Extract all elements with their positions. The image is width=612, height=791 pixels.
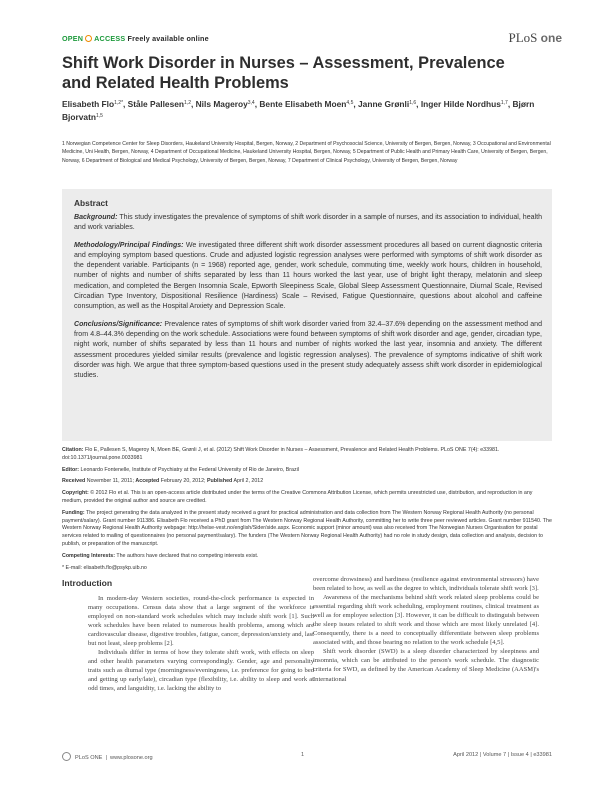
received-date: November 11, 2011; — [85, 478, 136, 485]
accepted-label: Accepted — [135, 478, 160, 485]
abstract-methods — [74, 241, 542, 313]
intro-paragraph: Shift work disorder (SWD) is a sleep disorder characterized by sleepiness and insomnia, which can be attributed to the person's work schedule. The diagnostic criteria for SWD, as defined by the American Academy of Sleep Medicine (AASM)'s International — [313, 648, 539, 683]
journal-header — [62, 32, 562, 52]
freely-available-text: Freely available online — [127, 34, 209, 43]
editor-label: Editor: — [62, 466, 80, 473]
abstract-box — [62, 189, 552, 441]
competing-text: The authors have declared that no competing interests exist. — [114, 552, 259, 559]
one-logo-text: one — [540, 31, 562, 45]
intro-column-right — [313, 575, 539, 684]
funding — [62, 510, 552, 549]
methods-label: Methodology/Principal Findings: — [74, 241, 184, 249]
copyright-text: © 2012 Flo et al. This is an open-access article distributed under the terms of the Creative Commons Attribution License, which permits unrestricted use, distribution, and reproduction in any medium, provided the original author and source are credited. — [62, 490, 533, 504]
page-number: 1 — [301, 752, 305, 758]
background-text: This study investigates the prevalence of symptoms of shift work disorder in a sample of nurses, and its association to individual, health and work variables. — [74, 214, 542, 232]
dates — [62, 478, 552, 486]
plos-mini-logo-icon — [62, 752, 71, 761]
citation-label: Citation: — [62, 447, 84, 453]
published-label: Published — [206, 478, 233, 485]
abstract-heading: Abstract — [74, 198, 108, 208]
footer-journal: PLoS ONE | www.plosone.org — [62, 752, 153, 761]
copyright — [62, 490, 552, 506]
intro-paragraph: Individuals differ in terms of how they tolerate shift work, with effects on sleep and other health parameters varying correspondingly. Gender, age and personality traits such as diurnal type (morningness/eveningness, i.e. preference for going to bed and getting up early/late), circadian type (flexibility, i.e. ability to sleep and work at odd times, and languidity, i.e. lacking the ability to — [88, 649, 314, 693]
competing-interests — [62, 553, 552, 561]
open-lock-icon — [85, 35, 92, 42]
background-label: Background: — [74, 214, 118, 221]
conclusions-text: Prevalence rates of symptoms of shift work disorder varied from 32.4–37.6% depending on the assessment method and from 4.8–44.3% depending on the work schedule. Associations were found between symptoms of shift work disorder and age, gender, circadian type, night work, number of shifts separated by less than 11 hours and number of nights worked the last year, insomnia and anxiety. The different assessment procedures yielded similar results (prevalence and logistic regression analyses). The prevalence of symptoms indicative of shift work disorder was high. We argue that three symptom-based questions used in the present study adequately assess shift work disorder in epidemiological studies. — [74, 320, 542, 380]
published-date: April 2, 2012 — [232, 478, 264, 485]
editor-text: Leonardo Fontenelle, Institute of Psychiatry at the Federal University of Rio de Janeiro, Brazil — [79, 466, 300, 473]
open-access-text: OPEN — [62, 34, 84, 43]
footer-site-link[interactable]: www.plosone.org — [110, 755, 153, 761]
affiliations: 1 Norwegian Competence Center for Sleep Disorders, Haukeland University Hospital, Bergen, Norway, 2 Department of Psychosocial Science, University of Bergen, Bergen, Norway, 3 Occupational and Environmental Medicine, Uni Health, Bergen, Norway, 4 Department of Occupational Medicine, Haukeland University Hospital, Bergen, Norway, 5 Department of Public Health and Primary Health Care, University of Bergen, Bergen, Norway, 6 Department of Biological and Medical Psychology, University of Bergen, Bergen, Norway, 7 Department of Clinical Psychology, University of Bergen, Bergen, Norway — [62, 141, 551, 164]
copyright-label: Copyright: — [62, 490, 89, 497]
editor — [62, 467, 552, 475]
conclusions-label: Conclusions/Significance: — [74, 320, 163, 328]
competing-label: Competing Interests: — [62, 552, 115, 559]
funding-text: The project generating the data analyzed in the present study received a grant for practical administration and data collection from The Western Norway Regional Health Authority (no personal payment/salary). Grant number 911386. Elisabeth Flo received a PhD grant from The Western Norway Regional Health Authority, committing her to write three peer reviewed articles. Grant number 911540. The Western Norway Regional Health Authority webpage: http://helse-vest.no/english/Sider/side.aspx. Economic support (minor amount) was also received from The Norwegian Nurses Organisation for postal services related to mailing of questionnaires (no personal payment/salary). The funders (The Western Norway Regional Health Authority) had no role in study design, data collection and analysis, decision to publish, or preparation of the manuscript. — [62, 509, 552, 547]
received-label: Received — [62, 478, 86, 485]
introduction-heading: Introduction — [62, 578, 113, 588]
footer-journal-name: PLoS ONE — [75, 755, 103, 761]
plos-logo-text: PLoS — [508, 30, 538, 45]
intro-paragraph: In modern-day Western societies, round-the-clock performance is expected in many occupations. Census data show that a large segment of the workforce is employed on non-standard work schedules which may include shift work [1]. Such work schedules have been related to numerous health problems, among which are cardiovascular disease, digestive troubles, fatigue, cancer, depression/anxiety and, last but not least, sleep problems [2]. — [88, 595, 314, 648]
footer-issue: April 2012 | Volume 7 | Issue 4 | e33981 — [453, 752, 552, 758]
abstract-body — [74, 213, 542, 388]
article-metadata — [62, 447, 552, 576]
page-footer — [62, 752, 552, 764]
intro-paragraph: overcome drowsiness) and hardiness (resilience against environmental stressors) have been related to how, as well as the degree to which, individuals tolerate shift work [3]. — [313, 576, 539, 593]
intro-paragraph: Awareness of the mechanisms behind shift work related sleep problems could be essential regarding shift work scheduling, employment routines, clinical treatment as well as for employee selection [3]. However, it can be difficult to distinguish between the sleep issues related to shift work and those which are most likely unrelated [4]. Consequently, there is a need to conceptually differentiate between sleep problems associated with, and those bearing no relation to the work schedule [4,5]. — [313, 594, 539, 647]
accepted-date: February 20, 2012; — [159, 478, 207, 485]
open-access-banner[interactable] — [62, 34, 209, 43]
intro-column-left — [88, 594, 314, 694]
funding-label: Funding: — [62, 509, 85, 516]
citation — [62, 447, 552, 463]
methods-text: We investigated three different shift work disorder assessment procedures all based on current diagnostic criteria and employing symptom based questions. Crude and adjusted logistic regression analyses were performed with symptoms of shift work disorder as the dependent variable. Participants (n = 1968) reported age, gender, work schedule, commuting time, weekly work hours, children in household, number of nights and number of shifts separated by less than 11 hours worked the last year, use of bright light therapy, melatonin and sleep medication, and completed the Bergen Insomnia Scale, Epworth Sleepiness Scale, Global Sleep Assessment Questionnaire, Diurnal Scale, Revised Circadian Type Inventory, Dispositional Resilience (Hardiness) Scale – Revised, Fatigue Questionnaire, questions about alcohol and caffeine consumption, as well as the Hospital Anxiety and Depression Scale. — [74, 241, 543, 311]
corresponding-email[interactable]: * E-mail: elisabeth.flo@psykp.uib.no — [62, 564, 147, 571]
access-text: ACCESS — [94, 34, 126, 43]
plos-one-logo[interactable] — [509, 30, 563, 46]
citation-text: Flo E, Pallesen S, Mageroy N, Moen BE, Grønli J, et al. (2012) Shift Work Disorder in Nurses – Assessment, Prevalence and Related Health Problems. PLoS ONE 7(4): e33981. doi:10.1371/journal.pone.0033981 — [62, 447, 500, 461]
author-list: Elisabeth Flo$^{1,2*}$, Ståle Pallesen$^{1,2}$, Nils Mageroy$^{3,4}$, Bente Elisabeth Moen$^{4,5}$, Janne Grønli$^{1,6}$, Inger Hilde Nordhus$^{1,7}$, Bjørn Bjorvatn$^{1,5}$ — [62, 99, 535, 123]
abstract-conclusions — [74, 320, 542, 382]
abstract-background — [74, 213, 542, 234]
article-title: Shift Work Disorder in Nurses – Assessment, Prevalence and Related Health Problems — [62, 54, 505, 92]
